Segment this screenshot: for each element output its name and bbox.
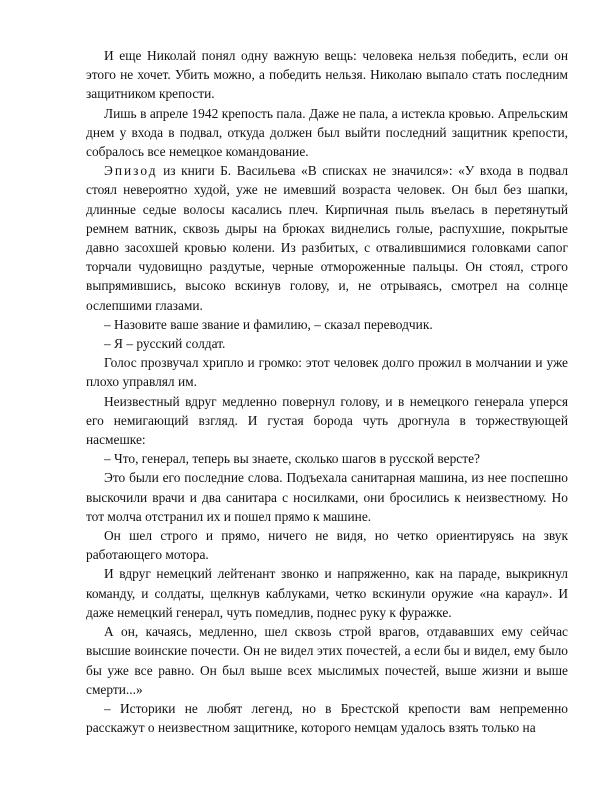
paragraph: Неизвестный вдруг медленно повернул голову, и в немецкого генерала уперся его немигающий взгляд. И густая борода чуть дрогнула в торжествующей насмешке: (86, 393, 568, 448)
paragraph: Это были его последние слова. Подъехала санитарная машина, из нее поспешно выскочили врачи и два санитара с носилками, они бросились к неизвестному. Но тот молча отстранил их и пошел прямо к машине. (86, 470, 568, 524)
paragraph-lead-word: Эпизод (104, 163, 158, 179)
paragraph-text: из книги Б. Васильева «В списках не значился»: «У входа в подвал стоял невероятно худой, уже не имевший возраста человек. Он был без шапки, длинные седые волосы касались плеч. Кирпичная пыль въелась в перетянутый ремнем ватник, сквозь дыры на брюках виднелись голые, распухшие, покрытые давно засохшей кровью колени. Из разбитых, с отвалившимися головками сапог торчали чудовищно раздутые, черные отмороженные пальцы. Он стоял, строго выпрямившись, высоко вскинув голову, и, не отрываясь, смотрел на солнце ослепшими глазами. (86, 163, 568, 313)
document-page (86, 46, 568, 737)
paragraph: Голос прозвучал хрипло и громко: этот человек долго прожил в молчании и уже плохо управлял им. (86, 355, 568, 390)
paragraph: И вдруг немецкий лейтенант звонко и напряженно, как на параде, выкрикнул команду, и солдаты, щелкнув каблуками, четко вскинули оружие «на караул». И даже немецкий генерал, чуть помедлив, поднес руку к фуражке. (86, 566, 568, 620)
paragraph: И еще Николай понял одну важную вещь: человека нельзя победить, если он этого не хочет. Убить можно, а победить нельзя. Николаю выпало стать последним защитником крепости. (86, 48, 568, 102)
paragraph: – Историки не любят легенд, но в Брестской крепости вам непременно расскажут о неизвестном защитнике, которого немцам удалось взять только на (86, 700, 568, 736)
paragraph: – Что, генерал, теперь вы знаете, сколько шагов в русской версте? (104, 451, 480, 467)
paragraph: Он шел строго и прямо, ничего не видя, но четко ориентируясь на звук работающего мотора. (86, 528, 568, 563)
paragraph: Лишь в апреле 1942 крепость пала. Даже не пала, а истекла кровью. Апрельским днем у входа в подвал, откуда должен был выйти последний защитник крепости, собралось все немецкое командование. (86, 105, 568, 160)
paragraph: – Я – русский солдат. (104, 336, 226, 352)
paragraph: – Назовите ваше звание и фамилию, – сказал переводчик. (104, 316, 433, 332)
paragraph: А он, качаясь, медленно, шел сквозь строй врагов, отдававших ему сейчас высшие воинские почести. Он не видел этих почестей, а если бы и видел, ему было бы уже все равно. Он был выше всех мыслимых почестей, выше жизни и выше смерти...» (86, 624, 568, 697)
paragraph (86, 161, 568, 315)
